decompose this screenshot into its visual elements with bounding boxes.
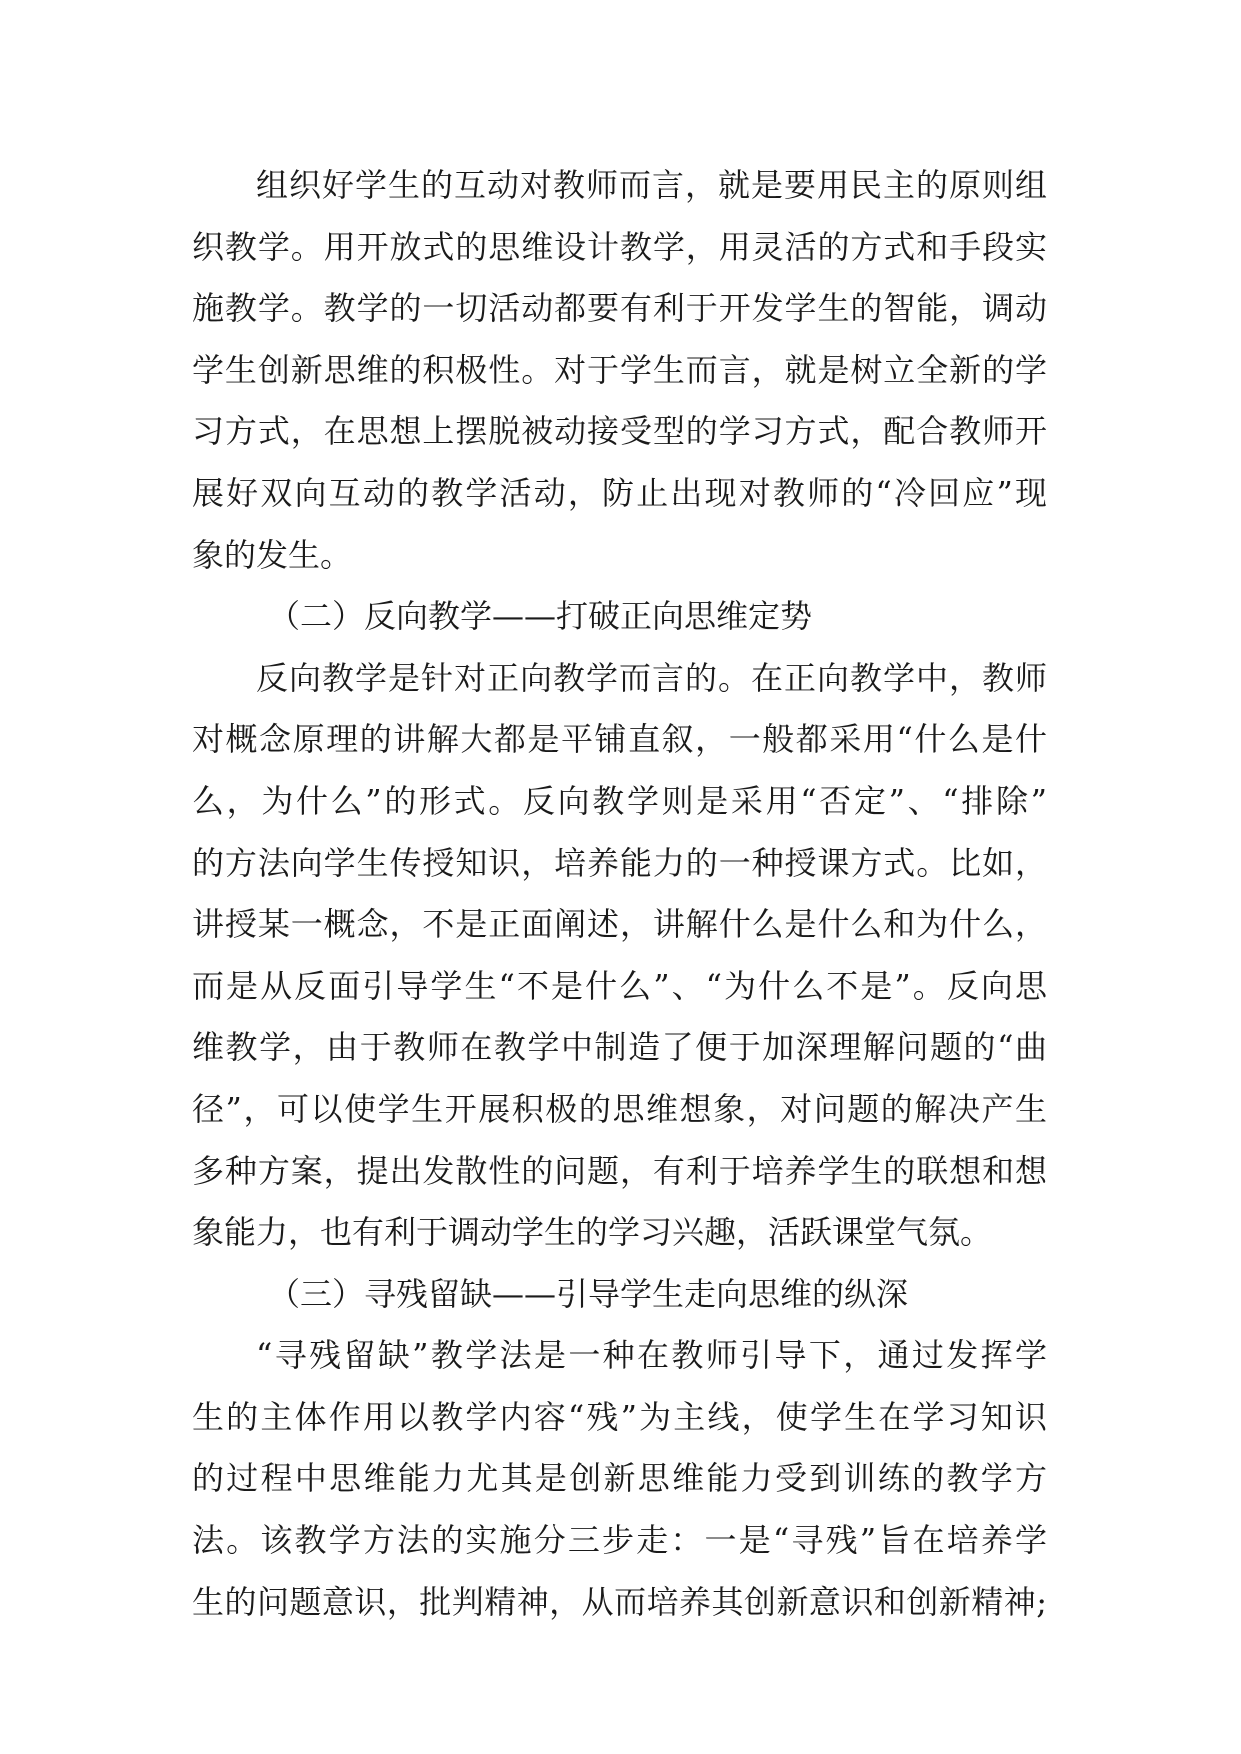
paragraph-line: “寻残留缺”教学法是一种在教师引导下，通过发挥学 (256, 1336, 1047, 1375)
paragraph-line: 展好双向互动的教学活动，防止出现对教师的“冷回应”现 (192, 473, 1047, 512)
paragraph-line: 讲授某一概念，不是正面阐述，讲解什么是什么和为什么， (192, 905, 1047, 944)
paragraph-line: 的过程中思维能力尤其是创新思维能力受到训练的教学方 (192, 1459, 1047, 1498)
section-heading: （三）寻残留缺——引导学生走向思维的纵深 (268, 1274, 909, 1313)
paragraph-line: 生的主体作用以教学内容“残”为主线，使学生在学习知识 (192, 1397, 1047, 1436)
paragraph-line: 施教学。教学的一切活动都要有利于开发学生的智能，调动 (192, 289, 1047, 328)
paragraph-line: 法。该教学方法的实施分三步走：一是“寻残”旨在培养学 (192, 1521, 1047, 1560)
paragraph-line: 径”，可以使学生开展积极的思维想象，对问题的解决产生 (192, 1089, 1047, 1128)
paragraph-line: 么，为什么”的形式。反向教学则是采用“否定”、“排除” (192, 781, 1047, 820)
paragraph-line: 多种方案，提出发散性的问题，有利于培养学生的联想和想 (192, 1151, 1047, 1190)
paragraph-line: 对概念原理的讲解大都是平铺直叙，一般都采用“什么是什 (192, 720, 1047, 759)
paragraph-line: 反向教学是针对正向教学而言的。在正向教学中，教师 (256, 658, 1047, 697)
paragraph-line: 织教学。用开放式的思维设计教学，用灵活的方式和手段实 (192, 227, 1047, 266)
paragraph-line: 的方法向学生传授知识，培养能力的一种授课方式。比如， (192, 843, 1047, 882)
paragraph-line: 组织好学生的互动对教师而言，就是要用民主的原则组 (256, 166, 1047, 204)
paragraph-line: 生的问题意识，批判精神，从而培养其创新意识和创新精神; (192, 1582, 1047, 1621)
paragraph-line: 习方式，在思想上摆脱被动接受型的学习方式，配合教师开 (192, 412, 1047, 451)
paragraph-line: 维教学，由于教师在教学中制造了便于加深理解问题的“曲 (192, 1028, 1047, 1067)
paragraph-line: 象能力，也有利于调动学生的学习兴趣，活跃课堂气氛。 (192, 1213, 993, 1252)
paragraph-line: 学生创新思维的积极性。对于学生而言，就是树立全新的学 (192, 350, 1047, 389)
paragraph-line: 而是从反面引导学生“不是什么”、“为什么不是”。反向思 (192, 966, 1047, 1005)
paragraph-line: 象的发生。 (192, 535, 353, 574)
document-body (192, 155, 1047, 1633)
section-heading: （二）反向教学——打破正向思维定势 (268, 597, 813, 636)
